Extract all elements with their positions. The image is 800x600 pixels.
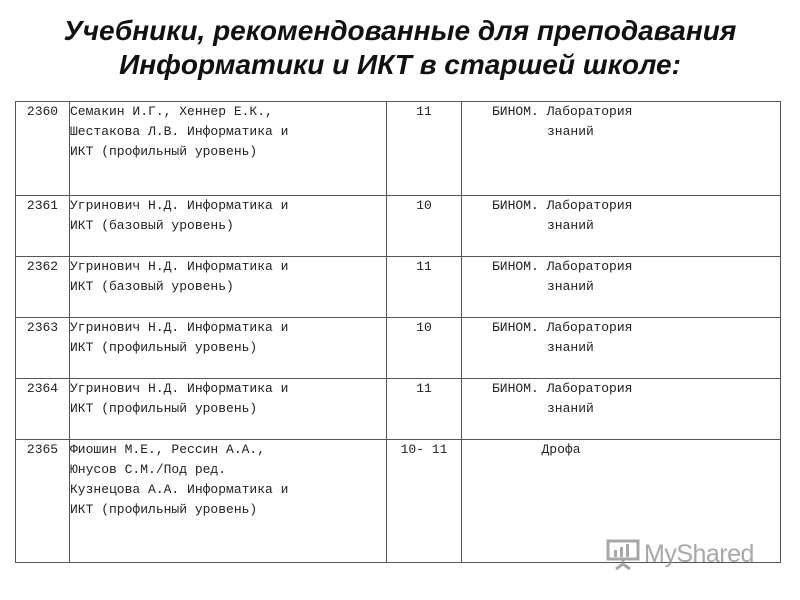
book-title-cell xyxy=(70,318,387,379)
book-title-line: ИКТ (профильный уровень) xyxy=(70,401,258,416)
book-title-cell xyxy=(70,379,387,440)
book-title-line: ИКТ (базовый уровень) xyxy=(70,218,234,233)
book-title-line: Шестакова Л.В. Информатика и xyxy=(70,124,289,139)
publisher-cell xyxy=(462,318,781,379)
table-row xyxy=(16,102,781,196)
row-number-cell: 2360 xyxy=(16,102,70,196)
publisher-cell xyxy=(462,379,781,440)
row-number-cell: 2362 xyxy=(16,257,70,318)
book-title-line: Угринович Н.Д. Информатика и xyxy=(70,320,289,335)
book-title-cell xyxy=(70,196,387,257)
book-title-line: Фиошин М.Е., Рессин А.А., xyxy=(70,442,266,457)
publisher-line: знаний xyxy=(547,124,594,139)
publisher-cell xyxy=(462,196,781,257)
book-title-line: ИКТ (профильный уровень) xyxy=(70,502,258,517)
textbooks-table xyxy=(15,101,781,563)
grade-cell: 10 xyxy=(387,196,462,257)
book-title-cell xyxy=(70,257,387,318)
slide-title-line-1: Учебники, рекомендованные для преподавания xyxy=(63,15,737,46)
grade-cell: 10- 11 xyxy=(387,440,462,563)
publisher-cell xyxy=(462,102,781,196)
publisher-line: БИНОМ. Лаборатория xyxy=(492,381,633,396)
publisher-line: БИНОМ. Лаборатория xyxy=(492,320,633,335)
publisher-line: Дрофа xyxy=(541,442,581,457)
book-title-line: Кузнецова А.А. Информатика и xyxy=(70,482,289,497)
publisher-line: знаний xyxy=(547,340,594,355)
slide-title xyxy=(0,14,800,82)
book-title-line: Семакин И.Г., Хеннер Е.К., xyxy=(70,104,273,119)
book-title-line: Юнусов С.М./Под ред. xyxy=(70,462,227,477)
row-number-cell: 2364 xyxy=(16,379,70,440)
table-row xyxy=(16,257,781,318)
watermark-text: MyShared xyxy=(644,539,754,568)
table-row xyxy=(16,196,781,257)
row-number-cell: 2365 xyxy=(16,440,70,563)
publisher-line: знаний xyxy=(547,279,594,294)
book-title-line: ИКТ (профильный уровень) xyxy=(70,144,258,159)
publisher-line: знаний xyxy=(547,218,594,233)
table-row xyxy=(16,379,781,440)
publisher-line: БИНОМ. Лаборатория xyxy=(492,198,633,213)
publisher-line: знаний xyxy=(547,401,594,416)
book-title-line: Угринович Н.Д. Информатика и xyxy=(70,381,289,396)
book-title-line: Угринович Н.Д. Информатика и xyxy=(70,198,289,213)
slide-title-line-2: Информатики и ИКТ в старшей школе: xyxy=(119,49,681,80)
row-number-cell: 2361 xyxy=(16,196,70,257)
grade-cell: 11 xyxy=(387,102,462,196)
book-title-line: ИКТ (профильный уровень) xyxy=(70,340,258,355)
myshared-logo-icon xyxy=(606,537,640,571)
publisher-cell xyxy=(462,257,781,318)
publisher-line: БИНОМ. Лаборатория xyxy=(492,104,633,119)
grade-cell: 10 xyxy=(387,318,462,379)
book-title-line: Угринович Н.Д. Информатика и xyxy=(70,259,289,274)
grade-cell: 11 xyxy=(387,257,462,318)
row-number-cell: 2363 xyxy=(16,318,70,379)
book-title-cell xyxy=(70,440,387,563)
book-title-line: ИКТ (базовый уровень) xyxy=(70,279,234,294)
table-row xyxy=(16,318,781,379)
book-title-cell xyxy=(70,102,387,196)
myshared-watermark xyxy=(606,536,754,572)
publisher-line: БИНОМ. Лаборатория xyxy=(492,259,633,274)
grade-cell: 11 xyxy=(387,379,462,440)
